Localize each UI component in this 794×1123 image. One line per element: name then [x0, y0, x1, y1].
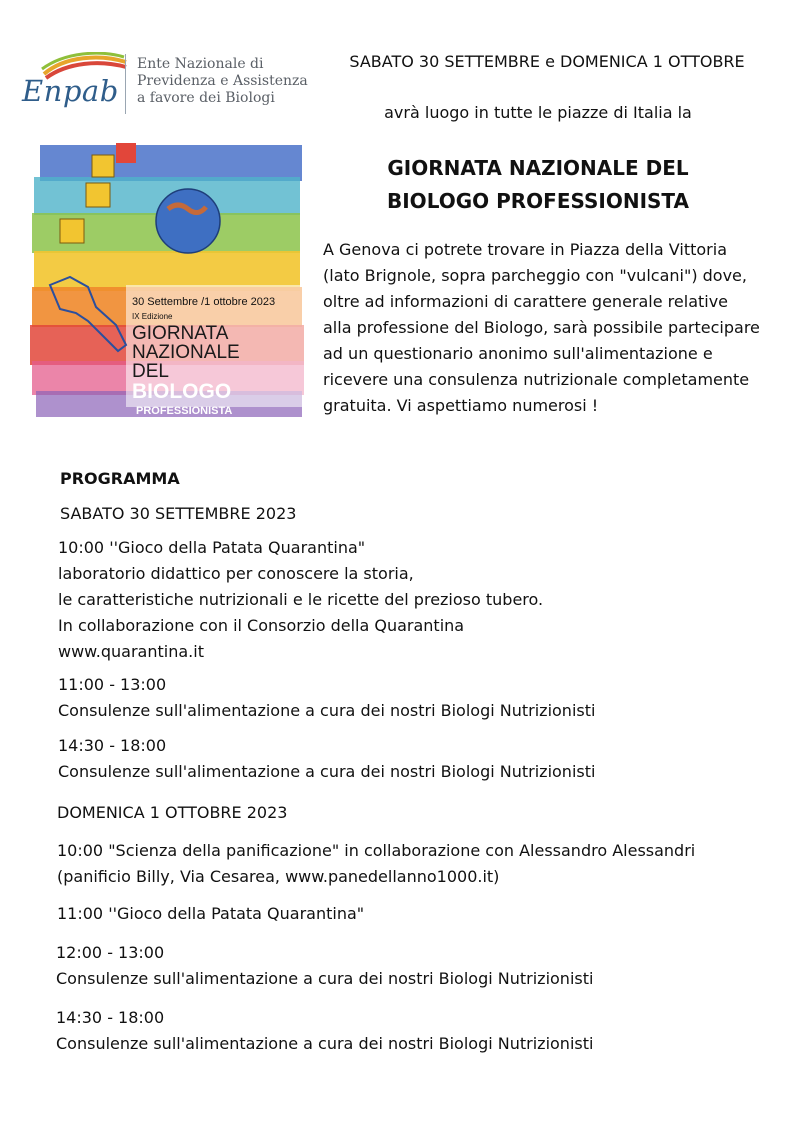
- day2-event-consulenze-morning: [56, 940, 593, 992]
- event-line: 10:00 "Scienza della panificazione" in collaborazione con Alessandro Alessandri: [57, 841, 696, 860]
- poster-line-biologo: BIOLOGO: [132, 380, 232, 403]
- poster-line-professionista: PROFESSIONISTA: [136, 405, 233, 417]
- event-time: 14:30 - 18:00: [58, 736, 167, 755]
- logo-caption-line: Previdenza e Assistenza: [137, 73, 308, 89]
- intro-line: ad un questionario anonimo sull'alimentazione e: [323, 344, 713, 363]
- event-title: [318, 152, 758, 218]
- day1-event-patata: [58, 535, 543, 665]
- logo-caption-line: a favore dei Biologi: [137, 90, 275, 106]
- event-description: Consulenze sull'alimentazione a cura dei nostri Biologi Nutrizionisti: [56, 1034, 594, 1053]
- event-description: Consulenze sull'alimentazione a cura dei nostri Biologi Nutrizionisti: [56, 969, 594, 988]
- event-description: Consulenze sull'alimentazione a cura dei nostri Biologi Nutrizionisti: [58, 762, 596, 781]
- event-line: 10:00 ''Gioco della Patata Quarantina": [58, 538, 366, 557]
- program-heading: PROGRAMMA: [60, 469, 180, 488]
- intro-line: alla professione del Biologo, sarà possibile partecipare: [323, 318, 760, 337]
- logo-wordmark: Enpab: [22, 74, 119, 108]
- event-time: 14:30 - 18:00: [56, 1008, 165, 1027]
- poster-line-nazionale: NAZIONALE: [132, 342, 240, 363]
- poster-dates: 30 Settembre /1 ottobre 2023: [132, 296, 276, 308]
- enpab-logo: [22, 50, 312, 120]
- day2-event-consulenze-afternoon: [56, 1005, 593, 1057]
- poster-line-giornata: GIORNATA: [132, 323, 229, 344]
- event-line: www.quarantina.it: [58, 642, 204, 661]
- day1-event-consulenze-morning: [58, 672, 595, 724]
- intro-paragraph: [323, 237, 793, 419]
- intro-line: oltre ad informazioni di carattere generale relative: [323, 292, 729, 311]
- logo-divider: [125, 54, 126, 114]
- intro-line: (lato Brignole, sopra parcheggio con "vulcani") dove,: [323, 266, 747, 285]
- event-time: 12:00 - 13:00: [56, 943, 165, 962]
- day1-title: SABATO 30 SETTEMBRE 2023: [60, 504, 297, 523]
- day2-title: DOMENICA 1 OTTOBRE 2023: [57, 803, 288, 822]
- intro-line: ricevere una consulenza nutrizionale completamente: [323, 370, 750, 389]
- day2-event-panificazione: [57, 838, 695, 890]
- logo-caption-line: Ente Nazionale di: [137, 56, 264, 72]
- event-poster: [26, 135, 308, 425]
- event-subheading: avrà luogo in tutte le piazze di Italia la: [384, 103, 692, 122]
- event-title-line: GIORNATA NAZIONALE DEL: [387, 156, 689, 180]
- event-line: laboratorio didattico per conoscere la storia,: [58, 564, 414, 583]
- day2-event-patata: 11:00 ''Gioco della Patata Quarantina": [57, 904, 365, 923]
- event-dates-heading: SABATO 30 SETTEMBRE e DOMENICA 1 OTTOBRE: [349, 52, 745, 71]
- event-line: In collaborazione con il Consorzio della Quarantina: [58, 616, 465, 635]
- event-line: le caratteristiche nutrizionali e le ricette del prezioso tubero.: [58, 590, 544, 609]
- event-line: (panificio Billy, Via Cesarea, www.panedellanno1000.it): [57, 867, 500, 886]
- intro-line: gratuita. Vi aspettiamo numerosi !: [323, 396, 599, 415]
- poster-line-del: DEL: [132, 361, 169, 382]
- intro-line: A Genova ci potrete trovare in Piazza della Vittoria: [323, 240, 727, 259]
- day1-event-consulenze-afternoon: [58, 733, 595, 785]
- event-time: 11:00 - 13:00: [58, 675, 167, 694]
- event-description: Consulenze sull'alimentazione a cura dei nostri Biologi Nutrizionisti: [58, 701, 596, 720]
- event-title-line: BIOLOGO PROFESSIONISTA: [387, 189, 689, 213]
- logo-caption: [137, 56, 308, 107]
- poster-edition: IX Edizione: [132, 312, 173, 321]
